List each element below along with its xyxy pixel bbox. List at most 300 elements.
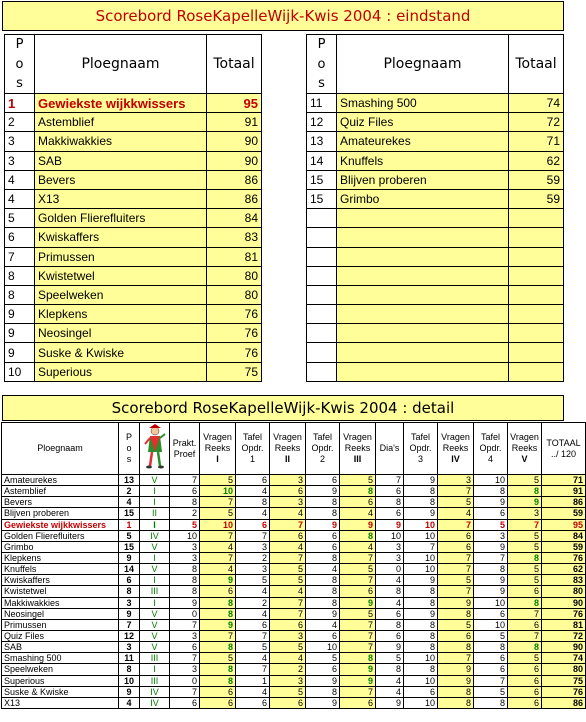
detail-category: II [140, 508, 170, 519]
detail-pos: 3 [119, 597, 140, 608]
detail-category: III [140, 586, 170, 597]
detail-score: 5 [236, 642, 270, 653]
team-total: 59 [509, 170, 564, 189]
total-header: TOTAAL ../ 120 [542, 423, 586, 475]
detail-score: 8 [340, 653, 376, 664]
team-name: Primussen [35, 247, 207, 266]
team-name: Neosingel [35, 324, 207, 343]
name-header: Ploegnaam [337, 35, 509, 94]
detail-score: 8 [404, 664, 438, 675]
team-name: Grimbo [337, 189, 509, 208]
team-total: 84 [207, 209, 262, 228]
detail-total: 75 [542, 675, 586, 686]
detail-score: 8 [508, 642, 542, 653]
detail-score: 7 [438, 552, 474, 563]
detail-team-name: Klepkens [2, 552, 119, 563]
detail-total: 71 [542, 475, 586, 486]
detail-team-name: Primussen [2, 619, 119, 630]
detail-row [2, 697, 586, 708]
detail-team-name: Amateurekes [2, 475, 119, 486]
detail-score: 8 [404, 619, 438, 630]
detail-pos: 6 [119, 575, 140, 586]
team-total [509, 305, 564, 324]
detail-pos: 12 [119, 630, 140, 641]
ranking-row [5, 285, 262, 304]
detail-total: 86 [542, 497, 586, 508]
detail-total: 86 [542, 697, 586, 708]
detail-score: 9 [306, 697, 340, 708]
vr4-header: Vragen Reeks IV [438, 423, 474, 475]
detail-score: 9 [340, 675, 376, 686]
detail-score: 7 [340, 552, 376, 563]
ranking-row [307, 247, 564, 266]
detail-score: 6 [376, 508, 404, 519]
detail-score: 8 [474, 697, 508, 708]
detail-row [2, 552, 586, 563]
ranking-row [5, 94, 262, 113]
detail-row [2, 530, 586, 541]
detail-score: 6 [340, 697, 376, 708]
detail-score: 4 [340, 508, 376, 519]
team-name [337, 305, 509, 324]
detail-score: 3 [270, 630, 306, 641]
team-name [337, 362, 509, 381]
detail-pos: 9 [119, 552, 140, 563]
ranking-pos [307, 266, 337, 285]
team-total: 81 [207, 247, 262, 266]
detail-category: I [140, 575, 170, 586]
detail-team-name: X13 [2, 697, 119, 708]
detail-row [2, 475, 586, 486]
ranking-pos [307, 247, 337, 266]
detail-score: 1 [236, 675, 270, 686]
detail-score: 9 [306, 519, 340, 530]
detail-score: 6 [508, 586, 542, 597]
detail-score: 9 [200, 575, 236, 586]
detail-score: 7 [340, 619, 376, 630]
detail-score: 9 [376, 697, 404, 708]
ranking-pos: 2 [5, 113, 35, 132]
detail-score: 5 [508, 575, 542, 586]
ranking-row [307, 170, 564, 189]
detail-score: 8 [508, 552, 542, 563]
detail-score: 8 [438, 686, 474, 697]
detail-score: 3 [170, 541, 200, 552]
detail-score: 3 [376, 541, 404, 552]
detail-total: 91 [542, 486, 586, 497]
detail-category: V [140, 541, 170, 552]
ranking-pos: 5 [5, 209, 35, 228]
detail-category: III [140, 675, 170, 686]
detail-category: I [140, 486, 170, 497]
detail-score: 4 [236, 653, 270, 664]
team-total [509, 209, 564, 228]
detail-score: 4 [306, 619, 340, 630]
ranking-pos [307, 228, 337, 247]
detail-score: 5 [376, 653, 404, 664]
team-total: 75 [207, 362, 262, 381]
detail-score: 10 [170, 530, 200, 541]
detail-score: 7 [438, 653, 474, 664]
detail-score: 8 [340, 530, 376, 541]
ranking-row [307, 151, 564, 170]
team-name: Amateurekes [337, 132, 509, 151]
detail-score: 10 [404, 697, 438, 708]
detail-category: I [140, 519, 170, 530]
detail-score: 10 [404, 675, 438, 686]
detail-category: III [140, 653, 170, 664]
detail-score: 7 [404, 541, 438, 552]
detail-row [2, 597, 586, 608]
detail-score: 4 [236, 686, 270, 697]
detail-score: 5 [340, 608, 376, 619]
detail-category: V [140, 608, 170, 619]
detail-score: 5 [438, 619, 474, 630]
ranking-pos: 6 [5, 228, 35, 247]
team-name: Golden Flierefluiters [35, 209, 207, 228]
detail-score: 5 [170, 519, 200, 530]
team-total: 76 [207, 305, 262, 324]
detail-score: 9 [376, 642, 404, 653]
total-header: Totaal [207, 35, 262, 94]
detail-score: 8 [306, 508, 340, 519]
mascot-icon [140, 423, 170, 475]
detail-pos: 4 [119, 697, 140, 708]
detail-category: IV [140, 530, 170, 541]
detail-score: 5 [236, 575, 270, 586]
detail-row [2, 608, 586, 619]
detail-team-name: Blijven proberen [2, 508, 119, 519]
detail-score: 5 [508, 564, 542, 575]
detail-row [2, 686, 586, 697]
team-total: 90 [207, 132, 262, 151]
detail-score: 8 [170, 586, 200, 597]
tafel1-header: Tafel Opdr. 1 [236, 423, 270, 475]
detail-pos: 13 [119, 475, 140, 486]
detail-score: 5 [508, 530, 542, 541]
team-name: SAB [35, 151, 207, 170]
detail-score: 4 [306, 564, 340, 575]
ranking-row [5, 209, 262, 228]
ranking-pos: 8 [5, 285, 35, 304]
team-total: 80 [207, 266, 262, 285]
detail-score: 6 [306, 630, 340, 641]
ranking-pos: 7 [5, 247, 35, 266]
detail-score: 4 [270, 586, 306, 597]
ranking-row [5, 266, 262, 285]
detail-score: 6 [270, 619, 306, 630]
detail-score: 7 [170, 653, 200, 664]
ranking-pos: 9 [5, 324, 35, 343]
detail-score: 9 [340, 597, 376, 608]
detail-score: 0 [170, 675, 200, 686]
detail-score: 8 [200, 597, 236, 608]
team-total [509, 228, 564, 247]
team-total: 71 [509, 132, 564, 151]
detail-team-name: Neosingel [2, 608, 119, 619]
team-name: X13 [35, 189, 207, 208]
team-total: 80 [207, 285, 262, 304]
detail-total: 59 [542, 508, 586, 519]
detail-score: 5 [438, 575, 474, 586]
detail-score: 6 [508, 697, 542, 708]
detail-score: 3 [170, 552, 200, 563]
team-name [337, 343, 509, 362]
detail-score: 9 [404, 508, 438, 519]
detail-score: 6 [236, 697, 270, 708]
detail-score: 8 [404, 630, 438, 641]
detail-score: 6 [340, 586, 376, 597]
detail-score: 7 [236, 530, 270, 541]
detail-team-name: SAB [2, 642, 119, 653]
team-total: 76 [207, 324, 262, 343]
detail-row [2, 630, 586, 641]
detail-score: 9 [508, 497, 542, 508]
detail-score: 3 [270, 497, 306, 508]
detail-score: 6 [404, 686, 438, 697]
detail-team-name: Smashing 500 [2, 653, 119, 664]
detail-score: 8 [438, 642, 474, 653]
detail-score: 6 [236, 519, 270, 530]
detail-category: V [140, 630, 170, 641]
detail-score: 2 [270, 664, 306, 675]
team-name: Makkiwakkies [35, 132, 207, 151]
detail-table [1, 422, 586, 709]
detail-score: 8 [474, 564, 508, 575]
detail-score: 9 [340, 519, 376, 530]
detail-score: 3 [438, 475, 474, 486]
ranking-row [307, 305, 564, 324]
detail-team-name: Gewiekste wijkkwissers [2, 519, 119, 530]
ranking-row [5, 151, 262, 170]
team-total: 62 [509, 151, 564, 170]
ranking-row [307, 343, 564, 362]
detail-team-name: Golden Flierefluiters [2, 530, 119, 541]
ranking-row [5, 362, 262, 381]
detail-score: 5 [200, 508, 236, 519]
team-total [509, 343, 564, 362]
pos-header: P o s [5, 35, 35, 94]
detail-score: 6 [376, 630, 404, 641]
team-name: Suske & Kwiske [35, 343, 207, 362]
detail-score: 9 [200, 619, 236, 630]
detail-score: 4 [438, 508, 474, 519]
detail-score: 7 [200, 497, 236, 508]
ranking-pos [307, 324, 337, 343]
ranking-row [5, 247, 262, 266]
detail-score: 8 [306, 497, 340, 508]
detail-total: 84 [542, 530, 586, 541]
detail-score: 5 [508, 653, 542, 664]
detail-score: 8 [236, 497, 270, 508]
detail-score: 3 [376, 552, 404, 563]
detail-score: 6 [508, 664, 542, 675]
detail-score: 4 [236, 608, 270, 619]
detail-total: 80 [542, 664, 586, 675]
detail-pos: 2 [119, 486, 140, 497]
ranking-row [5, 170, 262, 189]
pos-header: P o s [307, 35, 337, 94]
detail-score: 8 [474, 642, 508, 653]
detail-score: 4 [236, 486, 270, 497]
detail-team-name: Suske & Kwiske [2, 686, 119, 697]
detail-score: 9 [438, 675, 474, 686]
name-header: Ploegnaam [35, 35, 207, 94]
detail-score: 8 [404, 486, 438, 497]
vr1-header: Vragen Reeks I [200, 423, 236, 475]
ranking-row [5, 324, 262, 343]
detail-score: 7 [474, 552, 508, 563]
ranking-row [5, 189, 262, 208]
team-name [337, 247, 509, 266]
detail-score: 6 [306, 475, 340, 486]
detail-score: 5 [200, 653, 236, 664]
detail-score: 6 [270, 486, 306, 497]
ranking-pos: 3 [5, 151, 35, 170]
detail-score: 7 [170, 475, 200, 486]
detail-score: 7 [438, 586, 474, 597]
detail-score: 3 [270, 675, 306, 686]
detail-score: 6 [236, 619, 270, 630]
detail-score: 4 [376, 686, 404, 697]
detail-category: IV [140, 697, 170, 708]
detail-team-name: Makkiwakkies [2, 597, 119, 608]
detail-category: I [140, 497, 170, 508]
detail-score: 6 [236, 475, 270, 486]
ranking-pos [307, 305, 337, 324]
detail-score: 6 [270, 697, 306, 708]
team-total: 86 [207, 170, 262, 189]
detail-total: 90 [542, 597, 586, 608]
detail-score: 7 [438, 564, 474, 575]
detail-score: 6 [200, 586, 236, 597]
detail-score: 6 [270, 530, 306, 541]
detail-score: 4 [340, 541, 376, 552]
team-total [509, 247, 564, 266]
detail-score: 4 [270, 508, 306, 519]
detail-pos: 8 [119, 586, 140, 597]
detail-pos: 9 [119, 686, 140, 697]
detail-score: 7 [340, 686, 376, 697]
detail-score: 3 [474, 530, 508, 541]
detail-score: 6 [306, 664, 340, 675]
detail-total: 76 [542, 552, 586, 563]
team-total: 59 [509, 189, 564, 208]
detail-score: 6 [508, 686, 542, 697]
detail-pos-header: P o s [119, 423, 140, 475]
detail-score: 8 [376, 497, 404, 508]
detail-score: 8 [306, 552, 340, 563]
ranking-pos: 15 [307, 189, 337, 208]
detail-score: 9 [306, 675, 340, 686]
ranking-pos [307, 209, 337, 228]
detail-score: 8 [438, 697, 474, 708]
detail-score: 9 [438, 597, 474, 608]
summary-table-left [4, 34, 262, 382]
detail-score: 9 [404, 475, 438, 486]
detail-name-header: Ploegnaam [2, 423, 119, 475]
detail-total: 62 [542, 564, 586, 575]
team-total [509, 266, 564, 285]
detail-row [2, 619, 586, 630]
detail-score: 6 [508, 675, 542, 686]
team-name [337, 209, 509, 228]
detail-score: 9 [474, 497, 508, 508]
detail-score: 7 [170, 686, 200, 697]
detail-score: 2 [170, 508, 200, 519]
detail-score: 4 [270, 541, 306, 552]
detail-score: 4 [236, 508, 270, 519]
detail-score: 10 [200, 519, 236, 530]
detail-score: 10 [200, 486, 236, 497]
detail-pos: 15 [119, 541, 140, 552]
ranking-pos: 9 [5, 305, 35, 324]
ranking-pos: 4 [5, 170, 35, 189]
detail-total: 59 [542, 541, 586, 552]
tafel3-header: Tafel Opdr. 3 [404, 423, 438, 475]
detail-category: V [140, 564, 170, 575]
team-name: Superious [35, 362, 207, 381]
detail-score: 7 [270, 597, 306, 608]
vr2-header: Vragen Reeks II [270, 423, 306, 475]
detail-score: 6 [200, 697, 236, 708]
detail-score: 10 [474, 475, 508, 486]
ranking-row [5, 343, 262, 362]
detail-score: 8 [404, 497, 438, 508]
detail-score: 9 [376, 519, 404, 530]
team-name: Gewiekste wijkkwissers [35, 94, 207, 113]
detail-score: 10 [404, 530, 438, 541]
detail-score: 5 [270, 575, 306, 586]
detail-score: 8 [200, 642, 236, 653]
detail-score: 0 [376, 564, 404, 575]
ranking-pos: 14 [307, 151, 337, 170]
detail-pos: 15 [119, 508, 140, 519]
detail-row [2, 508, 586, 519]
summary-title: Scorebord RoseKapelleWijk-Kwis 2004 : eindstand [2, 1, 564, 31]
detail-score: 4 [270, 653, 306, 664]
detail-score: 10 [404, 552, 438, 563]
detail-score: 6 [306, 530, 340, 541]
detail-score: 6 [170, 642, 200, 653]
detail-score: 8 [404, 597, 438, 608]
team-name: Quiz Files [337, 113, 509, 132]
detail-score: 8 [306, 586, 340, 597]
detail-score: 3 [236, 541, 270, 552]
detail-team-name: Astemblief [2, 486, 119, 497]
ranking-pos [307, 362, 337, 381]
detail-score: 8 [474, 486, 508, 497]
detail-total: 80 [542, 586, 586, 597]
detail-score: 5 [438, 497, 474, 508]
detail-score: 6 [200, 686, 236, 697]
detail-score: 6 [474, 653, 508, 664]
detail-score: 7 [200, 530, 236, 541]
team-name: Bevers [35, 170, 207, 189]
ranking-pos: 3 [5, 132, 35, 151]
detail-score: 5 [306, 653, 340, 664]
detail-score: 4 [200, 564, 236, 575]
detail-score: 4 [200, 541, 236, 552]
detail-score: 3 [170, 630, 200, 641]
team-name [337, 228, 509, 247]
detail-pos: 4 [119, 497, 140, 508]
ranking-row [5, 113, 262, 132]
prakt-header: Prakt. Proef [170, 423, 200, 475]
detail-score: 10 [404, 653, 438, 664]
detail-row [2, 586, 586, 597]
ranking-pos: 4 [5, 189, 35, 208]
